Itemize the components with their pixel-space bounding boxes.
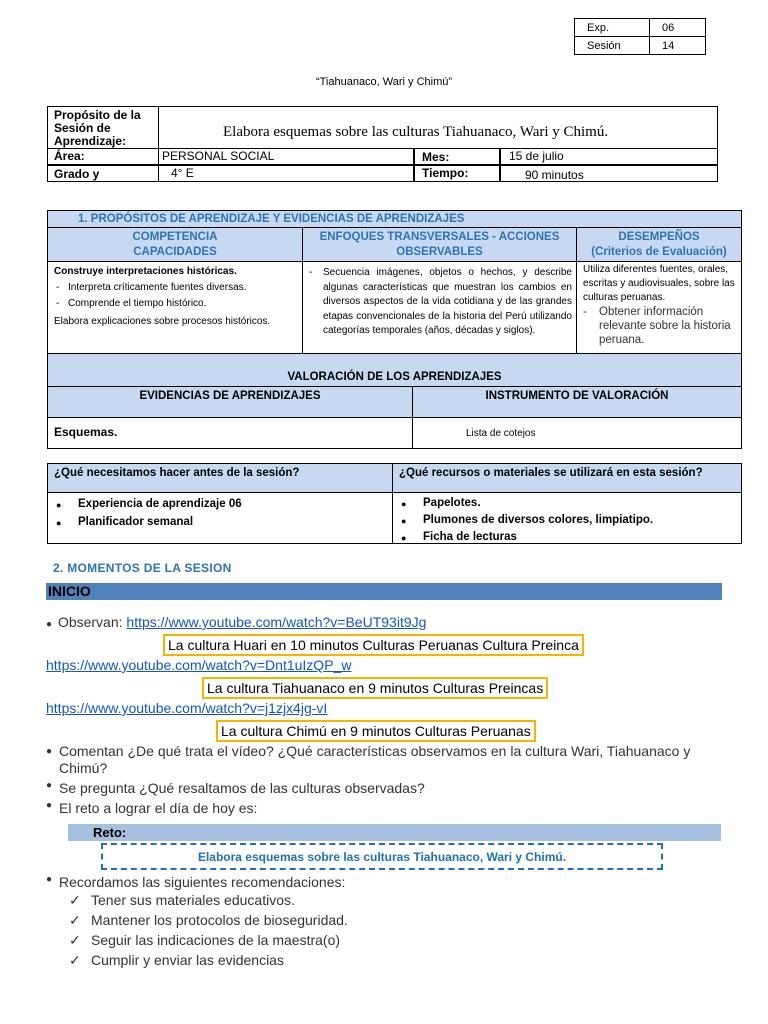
competencia-cell <box>47 261 303 354</box>
recomendacion-item <box>69 952 284 969</box>
desempeno-b: Obtener información relevante sobre la historia peruana. <box>599 306 731 346</box>
mes-value: 15 de julio <box>500 148 718 165</box>
exp-value: 06 <box>650 19 706 37</box>
capacidad-extra: Elabora explicaciones sobre procesos históricos. <box>54 316 271 327</box>
instrumento-value: Lista de cotejos <box>412 417 742 449</box>
info-table <box>47 106 718 182</box>
valoracion-table <box>47 353 742 449</box>
desempenos-header-line2: (Criterios de Evaluación) <box>591 246 727 258</box>
pregunta-text: Se pregunta ¿Qué resaltamos de las culturas observadas? <box>59 780 425 796</box>
video-link-huari[interactable]: https://www.youtube.com/watch?v=BeUT93it9Jg <box>126 614 427 630</box>
bullet-icon: ● <box>46 619 53 630</box>
video-link-tiahuanaco[interactable]: https://www.youtube.com/watch?v=Dnt1uIzQP_w <box>46 657 352 673</box>
instrumento-header: INSTRUMENTO DE VALORACIÓN <box>412 386 742 418</box>
enfoque-cell <box>302 261 577 354</box>
bullet-icon: ● <box>46 746 53 757</box>
pregunta-item <box>46 780 425 796</box>
grado-value: 4° E <box>158 165 414 182</box>
recomendacion-item <box>69 932 340 949</box>
enfoques-header-line1: ENFOQUES TRANSVERSALES - ACCIONES <box>319 231 560 243</box>
tiempo-value: 90 minutos <box>500 165 718 182</box>
list-item: ● Papelotes. <box>393 495 741 512</box>
capacidad-item: - Interpreta críticamente fuentes diversas. <box>54 280 302 296</box>
dash-bullet: - <box>583 306 587 318</box>
list-item: ● Plumones de diversos colores, limpiatipo. <box>393 512 741 529</box>
video-title-huari: La cultura Huari en 10 minutos Culturas Peruanas Cultura Preinca <box>163 634 584 656</box>
enfoques-header <box>302 227 577 262</box>
preparacion-table <box>47 463 742 544</box>
evidencias-header: EVIDENCIAS DE APRENDIZAJES <box>47 386 413 418</box>
desempeno-cell <box>576 261 742 354</box>
recomendacion-item <box>69 912 348 929</box>
video-title-chimu: La cultura Chimú en 9 minutos Culturas Peruanas <box>216 720 536 742</box>
competencia-header-line2: CAPACIDADES <box>133 246 217 258</box>
recomendacion-text: Cumplir y enviar las evidencias <box>91 952 284 968</box>
evidencia-value: Esquemas. <box>47 417 413 449</box>
reto-text: Elabora esquemas sobre las culturas Tiahuanaco, Wari y Chimú. <box>197 850 567 864</box>
bullet-icon: ● <box>46 780 53 791</box>
bullet-icon: ● <box>46 800 53 811</box>
materiales-cell <box>392 492 742 544</box>
reto-intro-text: El reto a lograr el día de hoy es: <box>59 800 258 816</box>
desempenos-header-line1: DESEMPEÑOS <box>618 231 700 243</box>
check-icon: ✓ <box>69 892 81 908</box>
inicio-label: INICIO <box>48 583 91 599</box>
competencia-header-line1: COMPETENCIA <box>132 231 218 243</box>
observan-label: Observan: <box>57 614 123 630</box>
exp-table <box>574 18 706 55</box>
inicio-bar <box>46 583 722 600</box>
desempenos-header <box>576 227 742 262</box>
check-icon: ✓ <box>69 932 81 948</box>
antes-header: ¿Qué necesitamos hacer antes de la sesión? <box>47 463 393 493</box>
sesion-label: Sesión <box>575 37 650 55</box>
list-item: ● Experiencia de aprendizaje 06 <box>48 495 392 513</box>
recordamos-text: Recordamos las siguientes recomendaciones: <box>59 874 346 890</box>
check-icon: ✓ <box>69 952 81 968</box>
section1-title: 1. PROPÓSITOS DE APRENDIZAJE Y EVIDENCIAS DE APRENDIZAJES <box>47 210 742 228</box>
dash-bullet: - <box>309 267 313 278</box>
materiales-header: ¿Qué recursos o materiales se utilizará en esta sesión? <box>392 463 742 493</box>
recomendacion-text: Seguir las indicaciones de la maestra(o) <box>91 932 341 948</box>
bullet-icon: ● <box>46 874 53 885</box>
desempeno-a: Utiliza diferentes fuentes, orales, escritas y audiovisuales, sobre las culturas peruanas. <box>583 264 735 303</box>
mes-label: Mes: <box>414 148 500 165</box>
valoracion-title: VALORACIÓN DE LOS APRENDIZAJES <box>47 353 742 387</box>
reto-label: Reto: <box>93 825 127 840</box>
list-item: ● Planificador semanal <box>48 513 392 531</box>
recomendacion-item <box>69 892 295 909</box>
section2-title: 2. MOMENTOS DE LA SESION <box>53 561 232 575</box>
capacidad-item: - Comprende el tiempo histórico. <box>54 296 302 312</box>
sesion-value: 14 <box>650 37 706 55</box>
reto-intro-item <box>46 800 257 816</box>
proposito-label: Propósito de la Sesión de Aprendizaje: <box>47 106 159 148</box>
observan-line <box>46 614 426 630</box>
exp-label: Exp. <box>575 19 650 37</box>
recordamos-item <box>46 874 345 890</box>
propositos-table <box>47 210 742 354</box>
comentan-item <box>46 743 736 777</box>
list-item: ● Ficha de lecturas <box>393 529 741 546</box>
grado-label: Grado y <box>47 165 159 182</box>
competencia-text: Construye interpretaciones históricas. <box>54 266 237 277</box>
competencia-header <box>47 227 303 262</box>
enfoque-text: Secuencia imágenes, objetos o hechos, y describe algunas características que muestran los cambios en diversos aspectos de la vida cotidiana y de las grandes etapas convencionales de la historia del Perú utilizando categorías temporales (años, décadas y siglos). <box>323 267 572 336</box>
reto-box <box>101 843 663 870</box>
comentan-text: Comentan ¿De qué trata el vídeo? ¿Qué características observamos en la cultura Wari, Tiahuanaco y Chimú? <box>59 743 691 776</box>
area-label: Área: <box>47 148 159 165</box>
tiempo-label: Tiempo: <box>414 165 500 182</box>
proposito-value: Elabora esquemas sobre las culturas Tiahuanaco, Wari y Chimú. <box>158 106 718 148</box>
recomendacion-text: Tener sus materiales educativos. <box>91 892 295 908</box>
recomendacion-text: Mantener los protocolos de bioseguridad. <box>91 912 348 928</box>
check-icon: ✓ <box>69 912 81 928</box>
video-title-tiahuanaco: La cultura Tiahuanaco en 9 minutos Culturas Preincas <box>202 677 548 699</box>
video-link-chimu[interactable]: https://www.youtube.com/watch?v=j1zjx4jg-vI <box>46 700 328 716</box>
area-value: PERSONAL SOCIAL <box>158 148 414 165</box>
antes-cell <box>47 492 393 544</box>
reto-bar <box>68 824 721 841</box>
document-title: “Tiahuanaco, Wari y Chimú” <box>315 76 453 88</box>
enfoques-header-line2: OBSERVABLES <box>396 246 483 258</box>
